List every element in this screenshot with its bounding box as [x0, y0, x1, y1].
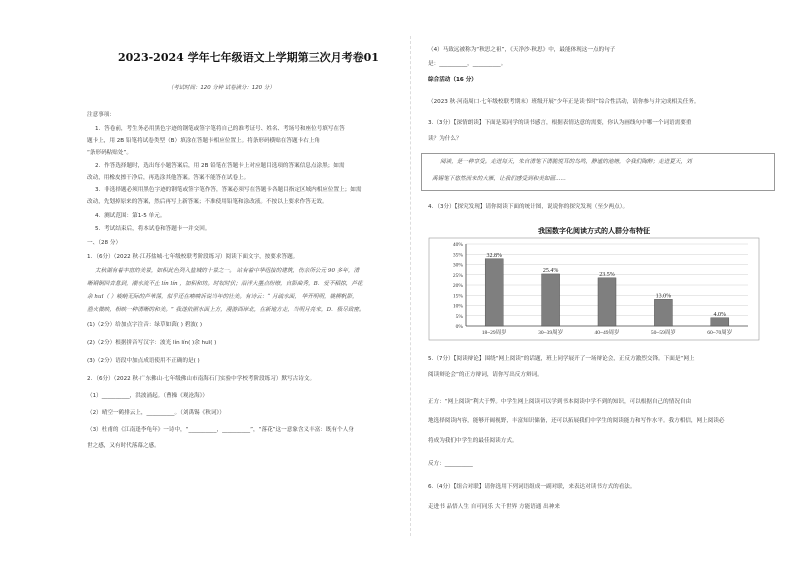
left-text-line: 3．非选择题必须用黑色字迹的钢笔或签字笔作答，答案必须写在答题卡各题目指定区域内相应位置上；如需 [95, 187, 362, 193]
left-text-line: 5．考试结束后，将本试卷和答题卡一并交回。 [95, 226, 211, 232]
data-label: 23.5% [599, 271, 615, 278]
right-text-line: 地选择阅读内容，能够开阔视野，丰富知识储备，还可以拓展我们中学生的阅读能力和写作水平。我方相信，网上阅读必 [428, 418, 725, 424]
chart-title: 我国数字化阅读方式的人群分布特征 [538, 227, 650, 235]
bar [711, 318, 729, 326]
left-text-line: （2）晴空一鹤排云上，__________。（刘禹锡《秋词》） [87, 410, 225, 416]
right-text-line: （4）马致远被称为“秋思之祖”，《天净沙·秋思》中，最能体现这一点的句子 [428, 47, 616, 53]
left-text-line: “条形码粘贴处”。 [87, 150, 132, 156]
left-text-line: 注意事项： [87, 112, 115, 118]
y-tick-label: 10% [452, 303, 463, 310]
bar [654, 299, 672, 326]
right-text-line: 走进书 品悟人生 自可同乐 大千世界 方能语通 出神来 [428, 504, 560, 510]
y-tick-label: 25% [452, 272, 463, 279]
left-text-line: 世之感，又有时代落幕之感。 [87, 443, 160, 449]
y-tick-label: 0% [455, 324, 463, 330]
left-text-line: (1)（2分）给加点字注音：绿草如茵( ) 碧波( ) [87, 322, 203, 328]
right-text-line: 读？为什么？ [428, 136, 462, 142]
right-text-line: 4．（3分）【探究发现】请你阅读下面的统计图，说说你的探究发现（至少两点）。 [428, 204, 629, 210]
x-tick-label: 40~49周岁 [594, 330, 620, 336]
x-tick-label: 50~59周岁 [650, 330, 676, 336]
data-label: 25.4% [542, 267, 559, 274]
y-tick-label: 40% [452, 242, 463, 248]
data-label: 4.0% [713, 311, 727, 318]
left-text-line: （3）杜甫的《江南逢李龟年》一诗中，“__________，__________”，“落花”这一意象含义丰富：既有个人身 [87, 427, 354, 433]
left-text-line: 改动，先划掉原来的答案，然后再写上新答案；不准使用铅笔和涂改液。不按以上要求作答无效。 [87, 199, 328, 205]
left-text-line: 2．（6分）（2022 秋·广东佛山·七年级佛山市南海石门实验中学校考阶段练习）默写古诗文。 [87, 376, 316, 382]
left-text-line: 题卡上，用 2B 铅笔将试卷类型（B）填涂在答题卡相应位置上。将条形码横贴在答题卡右上角 [87, 138, 320, 144]
x-tick-label: 18~29周岁 [481, 330, 507, 336]
bar [542, 274, 560, 326]
right-text-line: 5.（7分）【阅读辩论】围绕“网上阅读”的话题，班上同学展开了一场辩论会，正反方激烈交锋。下面是“网上 [428, 356, 695, 362]
y-tick-label: 15% [452, 293, 463, 300]
left-text-line: 1．（6分）（2022 秋·江苏盐城·七年级校联考阶段练习）阅读下面文字，按要求答题。 [87, 254, 299, 260]
right-text-line: 将成为我们中学生的最佳阅读方式。 [428, 438, 518, 444]
bar [598, 278, 616, 326]
right-text-line: （2023 秋·河南周口·七年级校联考期末）班级开展“少年正是读书时”综合性活动，请你参与并完成相关任务。 [428, 99, 700, 105]
page-title: 2023-2024 学年七年级语文上学期第三次月考卷01 [118, 51, 379, 64]
left-text-line: 4．测试范围：第1-5 单元。 [95, 213, 166, 219]
left-text-line: 太秋湖有着丰富的美景，如积此色列入盐城的十景之一。 站有着中华纽接的建筑，伤亲所公元 90 多年，清 [95, 268, 360, 274]
y-tick-label: 35% [452, 252, 463, 259]
x-tick-label: 30~39周岁 [538, 330, 564, 336]
right-text-line: 3.（3分）【深情朗读】下面是某同学的读书感言，根据表情达意的需要，你认为画线句中哪一个词语需要重 [428, 120, 692, 126]
left-text-line: (2)（2分）根据拼音写汉字：波光 lín lín( )余 huī( ) [87, 340, 217, 346]
right-text-line: 禹锡笔下悠然而来的大雁，让我们感受到和美如画...... [432, 176, 566, 182]
left-text-line: 一、（28 分） [87, 240, 122, 246]
x-tick-label: 60~70周岁 [707, 330, 733, 336]
left-text-line: 1．答卷前，考生务必用黑色字迹的钢笔或签字笔将自己的准考证号、姓名、考场号和座位号填写在答 [95, 126, 345, 132]
right-text-line: 反方：__________ [428, 461, 473, 467]
y-tick-label: 5% [455, 313, 463, 320]
y-tick-label: 30% [452, 262, 463, 269]
data-label: 13.0% [655, 293, 672, 300]
left-text-line: 改动，用橡皮擦干净后，再选涂其他答案。答案不能答在试卷上。 [87, 175, 250, 181]
right-text-line: 阅读辩论会”的正方辩词，请你写出反方辩词。 [428, 372, 543, 378]
right-text-line: 综合活动（16 分） [428, 77, 477, 83]
y-tick-label: 20% [452, 283, 463, 289]
right-text-line: 阅读，是一种享受。走进每天，朱自清笔下清脆悦耳的鸟鸣，静谧的池塘，令我们陶醉；走进夏天，刘 [440, 159, 692, 165]
data-label: 32.8% [486, 252, 502, 259]
right-text-line: 正方：“网上阅读”利大于弊。中学生网上阅读可以学到书本阅读中学不到的知识，可以根据自己的情况自由 [428, 399, 692, 405]
left-text-line: 渔火微映，相映一种清晰的和美。” 我遂依照水面上方，漫游西岸北，在新地方走，当明月亮来，D．极尽致密。 [87, 307, 365, 313]
exam-info: （考试时间：120 分钟 试卷满分：120 分） [168, 85, 275, 91]
reading-distribution-chart [428, 222, 760, 342]
left-text-line: 晰钢铜回音息到，潮水流不止 lín lín ，加积和坊。时奴时伏；沿洋大墨点纷缭，自影曲秀，B．爱不稻掠，芦花 [87, 281, 363, 287]
left-text-line: （1）__________，洪波涌起。（曹操《观沧海》） [87, 393, 209, 399]
chart-frame [429, 238, 759, 340]
right-text-line: 6.（4分）【组合对联】请你选用下列词语组成一副对联，来表达对读书方式的看法。 [428, 484, 636, 490]
left-text-line: 余 huī（ ）峻峭无际的芦苇荡，似乎还在喃喃诉说当年的壮美。有诗云：“ 月疏水面， 华开明明，姚柳帆影， [87, 294, 358, 300]
left-text-line: (3)（2分）语段中加点成语使用不正确的是( ) [87, 358, 200, 364]
right-text-line: 是：__________，__________。 [428, 61, 507, 67]
column-divider [410, 36, 411, 536]
reading-note-box [421, 153, 775, 191]
left-text-line: 2．作答选择题时，选出每小题答案后，用 2B 铅笔在答题卡上对应题目选项的答案信息点涂黑；如需 [95, 163, 345, 169]
bar [485, 259, 503, 326]
